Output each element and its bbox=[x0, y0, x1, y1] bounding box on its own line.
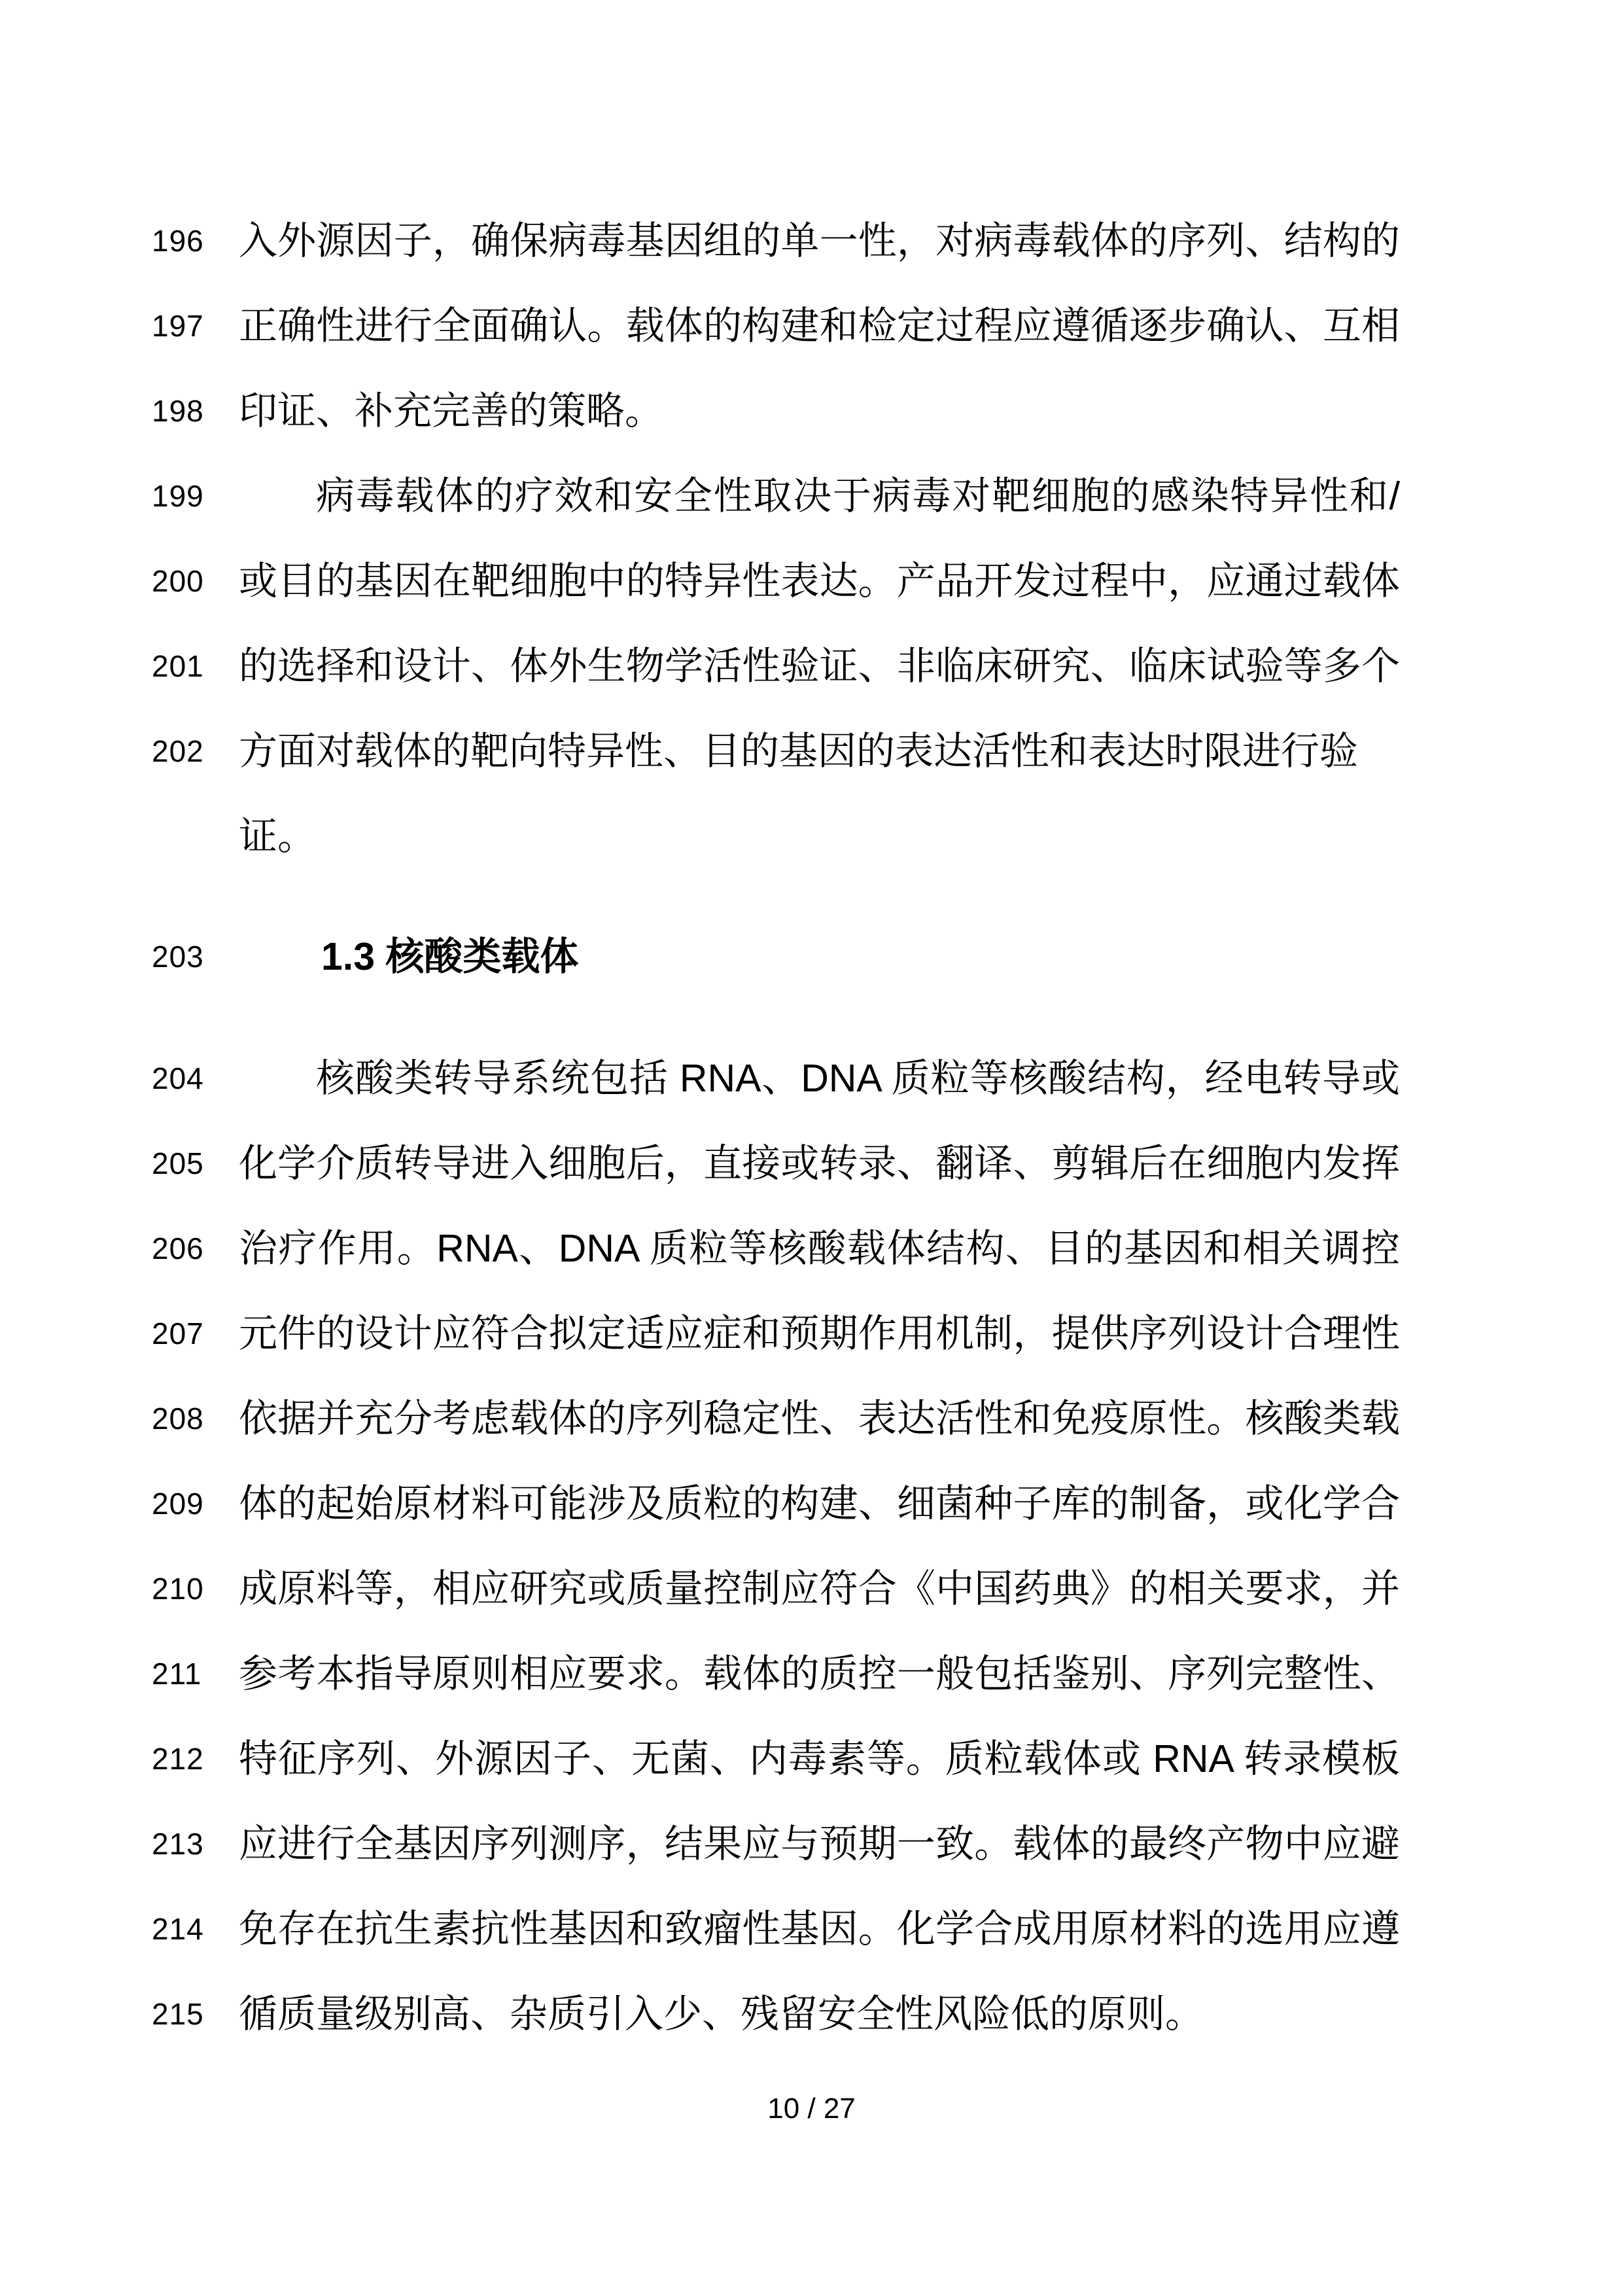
line-text: 病毒载体的疗效和安全性取决于病毒对靶细胞的感染特异性和/ bbox=[316, 474, 1400, 518]
line-number: 215 bbox=[152, 1997, 204, 2031]
line-text: 印证、补充完善的策略。 bbox=[239, 389, 664, 433]
document-line bbox=[152, 1971, 1400, 2057]
line-text: 核酸类转导系统包括 RNA、DNA 质粒等核酸结构，经电转导或 bbox=[316, 1057, 1400, 1100]
document-line bbox=[152, 1716, 1400, 1801]
document-line bbox=[152, 453, 1400, 539]
line-text: 循质量级别高、杂质引入少、残留安全性风险低的原则。 bbox=[239, 1992, 1204, 2036]
line-number: 204 bbox=[152, 1061, 204, 1095]
page-number: 10 / 27 bbox=[767, 2093, 856, 2125]
line-text: 免存在抗生素抗性基因和致瘤性基因。化学合成用原材料的选用应遵 bbox=[239, 1907, 1400, 1951]
line-number: 200 bbox=[152, 564, 204, 598]
line-text: 治疗作用。RNA、DNA 质粒等核酸载体结构、目的基因和相关调控 bbox=[239, 1227, 1400, 1270]
line-text: 应进行全基因序列测序，结果应与预期一致。载体的最终产物中应避 bbox=[239, 1822, 1400, 1865]
document-line bbox=[152, 283, 1400, 368]
document-line bbox=[152, 914, 1400, 999]
document-line bbox=[152, 1376, 1400, 1461]
document-line bbox=[152, 1801, 1400, 1886]
line-text: 依据并充分考虑载体的序列稳定性、表达活性和免疫原性。核酸类载 bbox=[239, 1397, 1400, 1440]
document-line bbox=[152, 1206, 1400, 1291]
document-line bbox=[152, 1036, 1400, 1121]
line-number: 206 bbox=[152, 1231, 204, 1265]
line-number: 205 bbox=[152, 1146, 204, 1180]
text-body bbox=[152, 198, 1400, 2057]
document-line bbox=[152, 368, 1400, 453]
line-text: 正确性进行全面确认。载体的构建和检定过程应遵循逐步确认、互相 bbox=[239, 304, 1400, 347]
line-number: 214 bbox=[152, 1912, 204, 1946]
line-text: 元件的设计应符合拟定适应症和预期作用机制，提供序列设计合理性 bbox=[239, 1312, 1400, 1355]
line-number: 199 bbox=[152, 479, 204, 513]
document-line bbox=[152, 198, 1400, 283]
line-text: 成原料等，相应研究或质量控制应符合《中国药典》的相关要求，并 bbox=[239, 1567, 1400, 1610]
line-text: 参考本指导原则相应要求。载体的质控一般包括鉴别、序列完整性、 bbox=[239, 1652, 1400, 1695]
line-text: 1.3 核酸类载体 bbox=[321, 935, 579, 978]
document-line bbox=[152, 1291, 1400, 1376]
line-number: 202 bbox=[152, 734, 204, 768]
document-line bbox=[152, 624, 1400, 709]
page-footer bbox=[0, 2089, 1623, 2128]
line-text: 的选择和设计、体外生物学活性验证、非临床研究、临床试验等多个 bbox=[239, 645, 1400, 688]
line-text: 体的起始原材料可能涉及质粒的构建、细菌种子库的制备，或化学合 bbox=[239, 1482, 1400, 1525]
line-number: 212 bbox=[152, 1742, 204, 1776]
line-number: 196 bbox=[152, 224, 204, 258]
document-line bbox=[152, 1546, 1400, 1631]
line-number: 210 bbox=[152, 1572, 204, 1606]
line-number: 207 bbox=[152, 1316, 204, 1351]
line-number: 208 bbox=[152, 1402, 204, 1436]
document-line bbox=[152, 1886, 1400, 1971]
line-number: 197 bbox=[152, 309, 204, 343]
line-text: 方面对载体的靶向特异性、目的基因的表达活性和表达时限进行验证。 bbox=[239, 730, 1359, 858]
line-text: 化学介质转导进入细胞后，直接或转录、翻译、剪辑后在细胞内发挥 bbox=[239, 1142, 1400, 1185]
line-number: 203 bbox=[152, 940, 204, 974]
document-line bbox=[152, 539, 1400, 624]
document-line bbox=[152, 1631, 1400, 1716]
line-text: 或目的基因在靶细胞中的特异性表达。产品开发过程中，应通过载体 bbox=[239, 559, 1400, 603]
line-number: 198 bbox=[152, 394, 204, 428]
document-line bbox=[152, 1121, 1400, 1206]
line-text: 入外源因子，确保病毒基因组的单一性，对病毒载体的序列、结构的 bbox=[239, 219, 1400, 262]
line-text: 特征序列、外源因子、无菌、内毒素等。质粒载体或 RNA 转录模板 bbox=[239, 1737, 1400, 1780]
document-line bbox=[152, 1461, 1400, 1546]
line-number: 209 bbox=[152, 1487, 204, 1521]
line-number: 211 bbox=[152, 1657, 202, 1691]
line-number: 213 bbox=[152, 1827, 204, 1861]
document-line bbox=[152, 709, 1400, 879]
line-number: 201 bbox=[152, 649, 204, 683]
